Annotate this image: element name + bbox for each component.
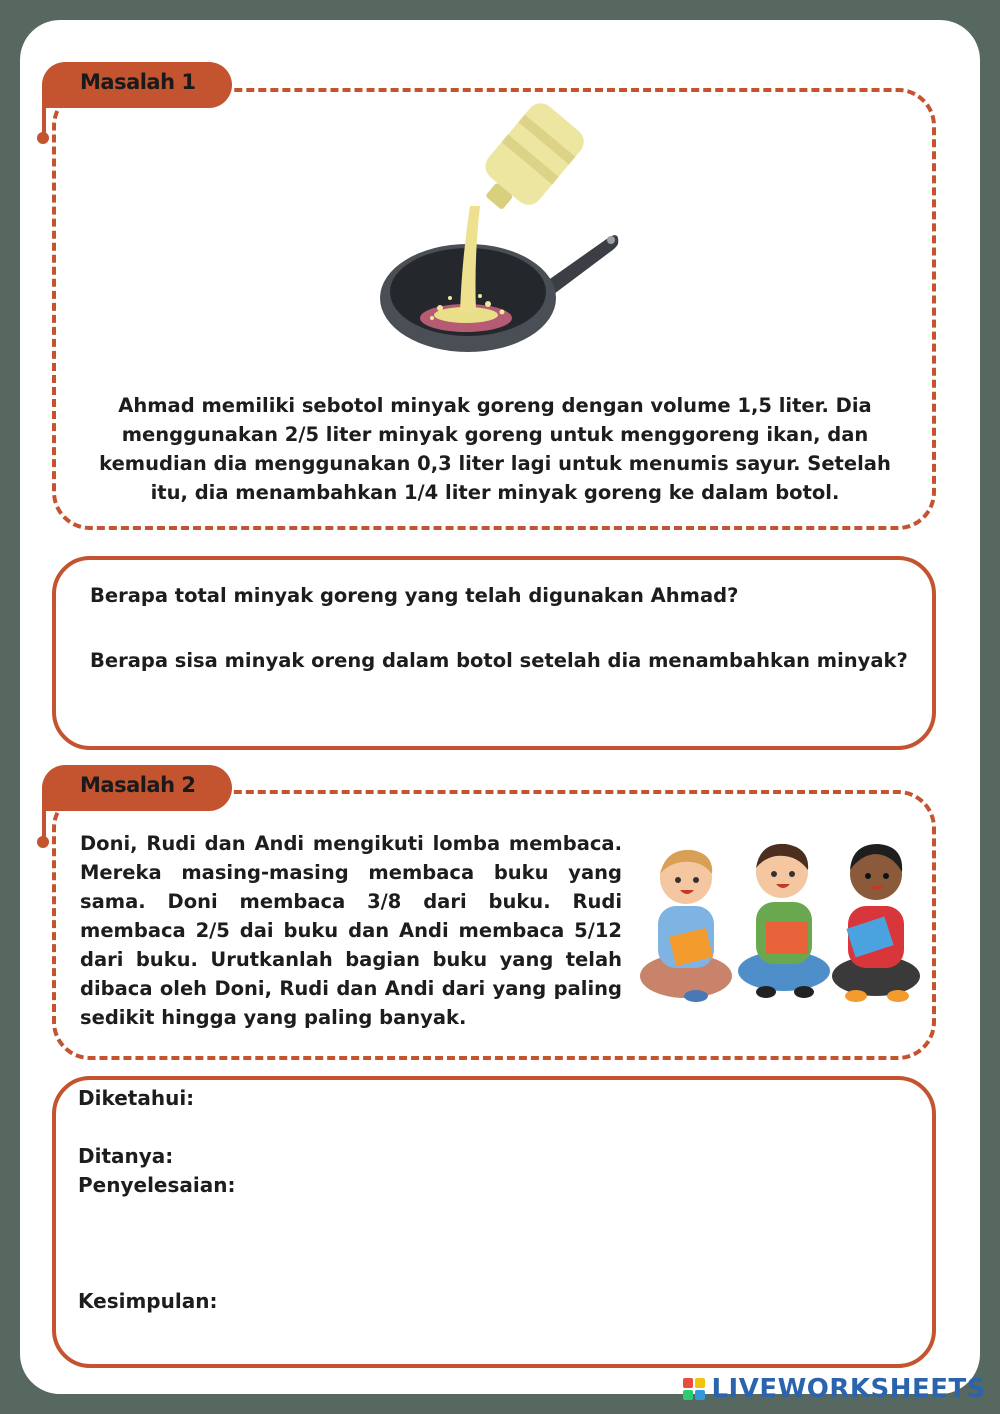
problem2-tab-label: Masalah 2 xyxy=(80,773,196,797)
footer-brand xyxy=(683,1372,986,1406)
oil-bottle xyxy=(468,98,589,224)
answer-box xyxy=(52,1076,936,1368)
asked-label: Ditanya: xyxy=(78,1144,174,1168)
problem2-story: Doni, Rudi dan Andi mengikuti lomba membaca. Mereka masing-masing membaca buku yang sama. Doni membaca 3/8 dari buku. Rudi membaca 2/5 dai buku dan Andi membaca 5/12 dari buku. Urutkanlah bagian buku yang telah dibaca oleh Doni, Rudi dan Andi dari yang paling sedikit hingga yang paling banyak. xyxy=(80,832,622,1029)
conclusion-label: Kesimpulan: xyxy=(78,1289,218,1313)
frying-pan-oil-illustration xyxy=(370,98,640,360)
problem1-tab xyxy=(42,62,232,108)
problem2-tab-dot xyxy=(37,836,49,848)
child-rudi xyxy=(738,844,830,998)
problem1-tab-label: Masalah 1 xyxy=(80,70,196,94)
solution-label: Penyelesaian: xyxy=(78,1173,236,1197)
problem2-tab xyxy=(42,765,232,811)
brand-text: LIVEWORKSHEETS xyxy=(711,1374,986,1404)
problem1-tab-dot xyxy=(37,132,49,144)
child-doni xyxy=(640,850,732,1002)
liveworksheets-logo-icon xyxy=(683,1378,705,1400)
known-label: Diketahui: xyxy=(78,1086,195,1110)
child-andi xyxy=(832,844,920,1002)
children-reading-illustration xyxy=(636,836,926,1016)
question-2: Berapa sisa minyak oreng dalam botol setelah dia menambahkan minyak? xyxy=(90,649,908,672)
question-1: Berapa total minyak goreng yang telah digunakan Ahmad? xyxy=(90,584,739,607)
problem1-story: Ahmad memiliki sebotol minyak goreng dengan volume 1,5 liter. Dia menggunakan 2/5 liter minyak goreng untuk menggoreng ikan, dan kemudian dia menggunakan 0,3 liter lagi untuk menumis sayur. Setelah itu, dia menambahkan 1/4 liter minyak goreng ke dalam botol. xyxy=(99,394,891,504)
